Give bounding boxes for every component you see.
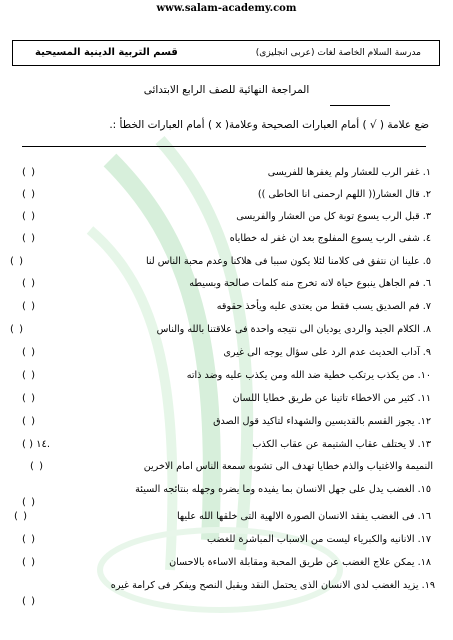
answer-mark[interactable]: ( ) bbox=[14, 511, 28, 522]
answer-mark[interactable]: ( ) bbox=[22, 534, 36, 545]
question-text: ٦. فم الجاهل ينبوع حياة لانه تخرج منه كلمات صالحة وبسيطه bbox=[189, 278, 431, 289]
answer-mark[interactable]: ( ) bbox=[22, 211, 36, 222]
answer-mark[interactable]: ( ) bbox=[22, 370, 36, 381]
answer-mark[interactable]: ( ) bbox=[22, 167, 36, 178]
question-text: ٣. قبل الرب يسوع توبة كل من العشار والفريسى bbox=[236, 211, 431, 222]
question-text: ١٦. فى الغضب يفقد الانسان الصورة الالهية التى خلقها الله عليها bbox=[176, 511, 431, 522]
question-text: ٨. الكلام الجيد والردى يوديان الى نتيجه واحدة فى علاقتنا بالله والناس bbox=[156, 324, 431, 335]
answer-mark[interactable]: ( ) bbox=[22, 301, 36, 312]
site-url: www.salam-academy.com bbox=[156, 3, 297, 14]
question-text: ٩. آداب الحديث عدم الرد على سؤال يوجه الى غيرى bbox=[223, 347, 431, 358]
answer-mark[interactable]: ( ) bbox=[30, 461, 44, 472]
exam-instruction: ضع علامة ( √ ) أمام العبارات الصحيحة وعلامة( x ) أمام العبارات الخطأ :. bbox=[109, 119, 429, 131]
answer-mark[interactable]: ( ) bbox=[22, 278, 36, 289]
question-text: ٤. شفى الرب يسوع المفلوج بعد ان غفر له خطاياه bbox=[229, 233, 431, 244]
answer-mark[interactable]: ( ) bbox=[22, 189, 36, 200]
answer-mark[interactable]: ( ) bbox=[10, 324, 24, 335]
question-text: ١٠. من يكذب يرتكب خطية ضد الله ومن يكذب عليه وضد ذاته bbox=[186, 370, 431, 381]
answer-mark[interactable]: ( ) bbox=[22, 596, 36, 607]
answer-mark[interactable]: ( ) bbox=[22, 393, 36, 404]
answer-mark[interactable]: ( ) bbox=[22, 233, 36, 244]
question-text: النميمة والاغتياب والذم خطايا تهدف الى تشويه سمعة الناس امام الاخرين bbox=[143, 461, 433, 472]
answer-mark[interactable]: ( ) bbox=[22, 557, 36, 568]
question-text: ١١. كثير من الاخطاء تاتينا عن طريق خطايا اللسان bbox=[232, 393, 431, 404]
question-text: ٥. علينا ان نتفق فى كلامنا لئلا يكون سببا فى هلاكنا وعدم محبة الناس لنا bbox=[145, 256, 431, 267]
answer-mark[interactable]: ( ) bbox=[22, 497, 36, 508]
answer-mark[interactable]: ( ) bbox=[22, 416, 36, 427]
question-text: ٢. قال العشار(( اللهم ارحمنى انا الخاطى )) bbox=[257, 189, 431, 200]
exam-title: المراجعة النهائية للصف الرابع الابتدائى bbox=[143, 84, 310, 96]
section-divider bbox=[22, 146, 426, 147]
department-name: قسم التربية الدينية المسيحية bbox=[35, 47, 178, 58]
header-box bbox=[12, 40, 440, 66]
question-text: ١٨. يمكن علاج الغضب عن طريق المحبة ومقابلة الاساءة بالاحسان bbox=[169, 557, 431, 568]
question-text: ١٢. يجوز القسم بالقديسين والشهداء لتاكيد قول الصدق bbox=[213, 416, 431, 427]
answer-mark[interactable]: ( ) bbox=[22, 347, 36, 358]
school-name: مدرسة السلام الخاصة لغات (عربى انجليزى) bbox=[255, 48, 421, 58]
question-text: ١٩. يزيد الغضب لدى الانسان الذى يحتمل النقد ويقبل النصح ويفكر فى كرامة غيره bbox=[110, 580, 435, 591]
question-text: ١. غفر الرب للعشار ولم يغفرها للفريسى bbox=[267, 167, 431, 178]
title-underline bbox=[330, 105, 390, 106]
question-text: ١٥. الغضب يدل على جهل الانسان بما يفيده وما يضره وجهله بنتائجه السيئة bbox=[135, 484, 431, 495]
question-text: ١٧. الانانيه والكبرياء ليست من الاسباب المباشرة للغضب bbox=[206, 534, 431, 545]
answer-mark[interactable]: ( ) ١٤. bbox=[22, 439, 51, 450]
question-text: ١٣. لا يختلف عقاب الشتيمة عن عقاب الكذب bbox=[252, 439, 431, 450]
answer-mark[interactable]: ( ) bbox=[10, 256, 24, 267]
question-text: ٧. فم الصديق يسب فقط من يعتدى عليه ويأخذ حقوقه bbox=[216, 301, 431, 312]
